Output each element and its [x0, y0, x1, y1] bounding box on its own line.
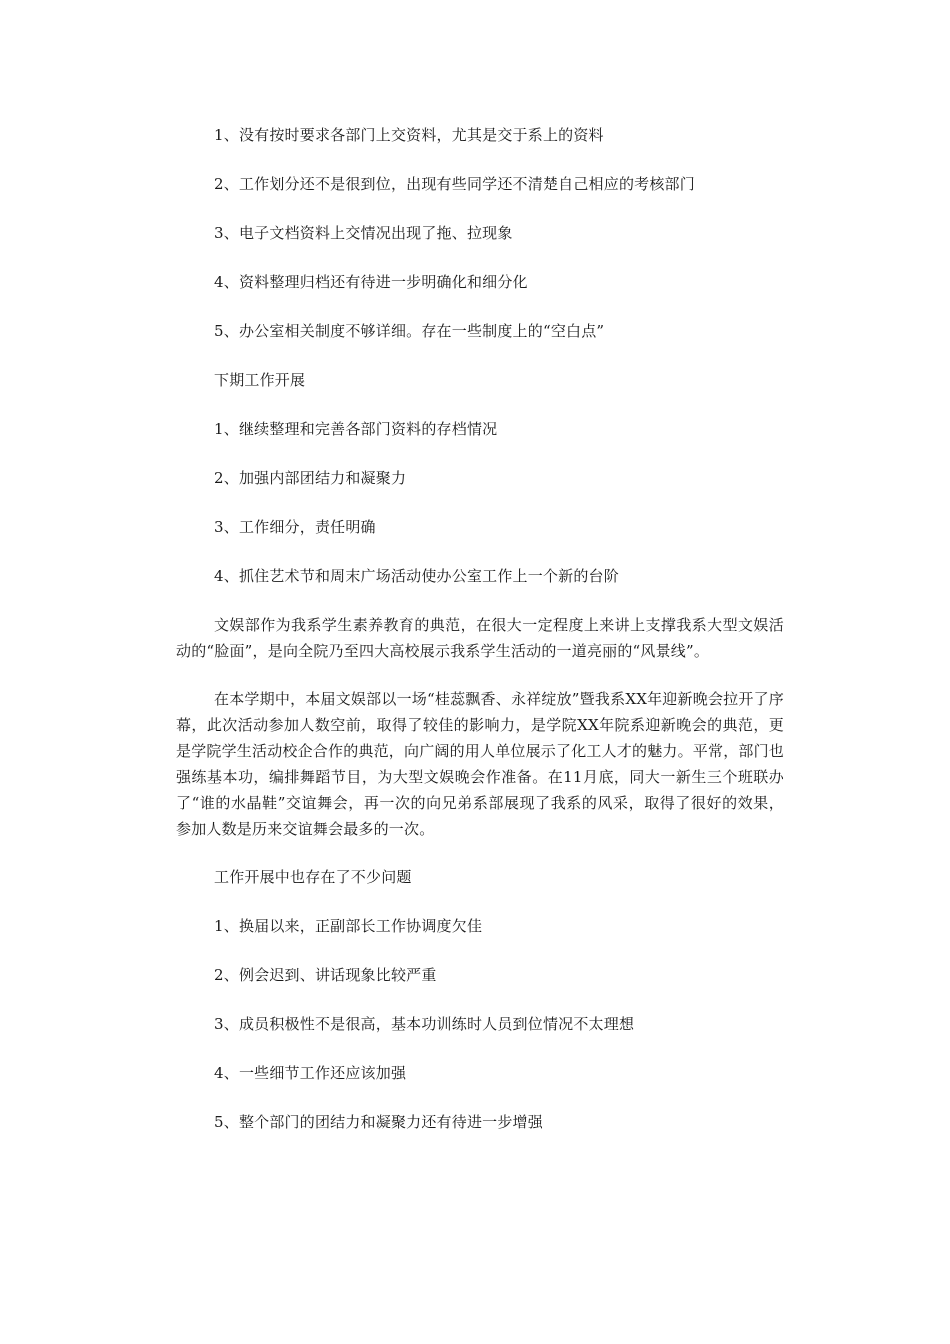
entertainment-problem-3: 3、成员积极性不是很高，基本功训练时人员到位情况不太理想 — [214, 1015, 635, 1033]
entertainment-problem-5: 5、整个部门的团结力和凝聚力还有待进一步增强 — [214, 1113, 543, 1131]
office-problem-1: 1、没有按时要求各部门上交资料，尤其是交于系上的资料 — [214, 126, 604, 144]
next-term-item-2: 2、加强内部团结力和凝聚力 — [214, 469, 407, 487]
entertainment-semester-paragraph: 在本学期中，本届文娱部以一场“桂蕊飘香、永祥绽放”暨我系XX年迎新晚会拉开了序幕，此次活动参加人数空前，取得了较佳的影响力，是学院XX年院系迎新晚会的典范，更是学院学生活动校企合作的典范，向广阔的用人单位展示了化工人才的魅力。平常，部门也强练基本功，编排舞蹈节目，为大型文娱晚会作准备。在11月底，同大一新生三个班联办了“谁的水晶鞋”交谊舞会，再一次的向兄弟系部展现了我系的风采，取得了很好的效果，参加人数是历来交谊舞会最多的一次。 — [176, 690, 785, 838]
next-term-item-1: 1、继续整理和完善各部门资料的存档情况 — [214, 420, 498, 438]
next-term-item-4: 4、抓住艺术节和周末广场活动使办公室工作上一个新的台阶 — [214, 567, 619, 585]
entertainment-intro-paragraph: 文娱部作为我系学生素养教育的典范，在很大一定程度上来讲上支撑我系大型文娱活动的“脸面”，是向全院乃至四大高校展示我系学生活动的一道亮丽的“风景线”。 — [176, 616, 784, 660]
entertainment-problem-1: 1、换届以来，正副部长工作协调度欠佳 — [214, 917, 483, 935]
next-term-heading: 下期工作开展 — [214, 371, 306, 389]
next-term-item-3: 3、工作细分，责任明确 — [214, 518, 376, 536]
entertainment-problem-4: 4、一些细节工作还应该加强 — [214, 1064, 407, 1082]
office-problem-4: 4、资料整理归档还有待进一步明确化和细分化 — [214, 273, 528, 291]
office-problem-3: 3、电子文档资料上交情况出现了拖、拉现象 — [214, 224, 513, 242]
entertainment-problems-heading: 工作开展中也存在了不少问题 — [214, 868, 412, 886]
office-problem-2: 2、工作划分还不是很到位，出现有些同学还不清楚自己相应的考核部门 — [214, 175, 695, 193]
entertainment-problem-2: 2、例会迟到、讲话现象比较严重 — [214, 966, 437, 984]
office-problem-5: 5、办公室相关制度不够详细。存在一些制度上的“空白点” — [214, 322, 605, 340]
document-body — [176, 122, 784, 1158]
